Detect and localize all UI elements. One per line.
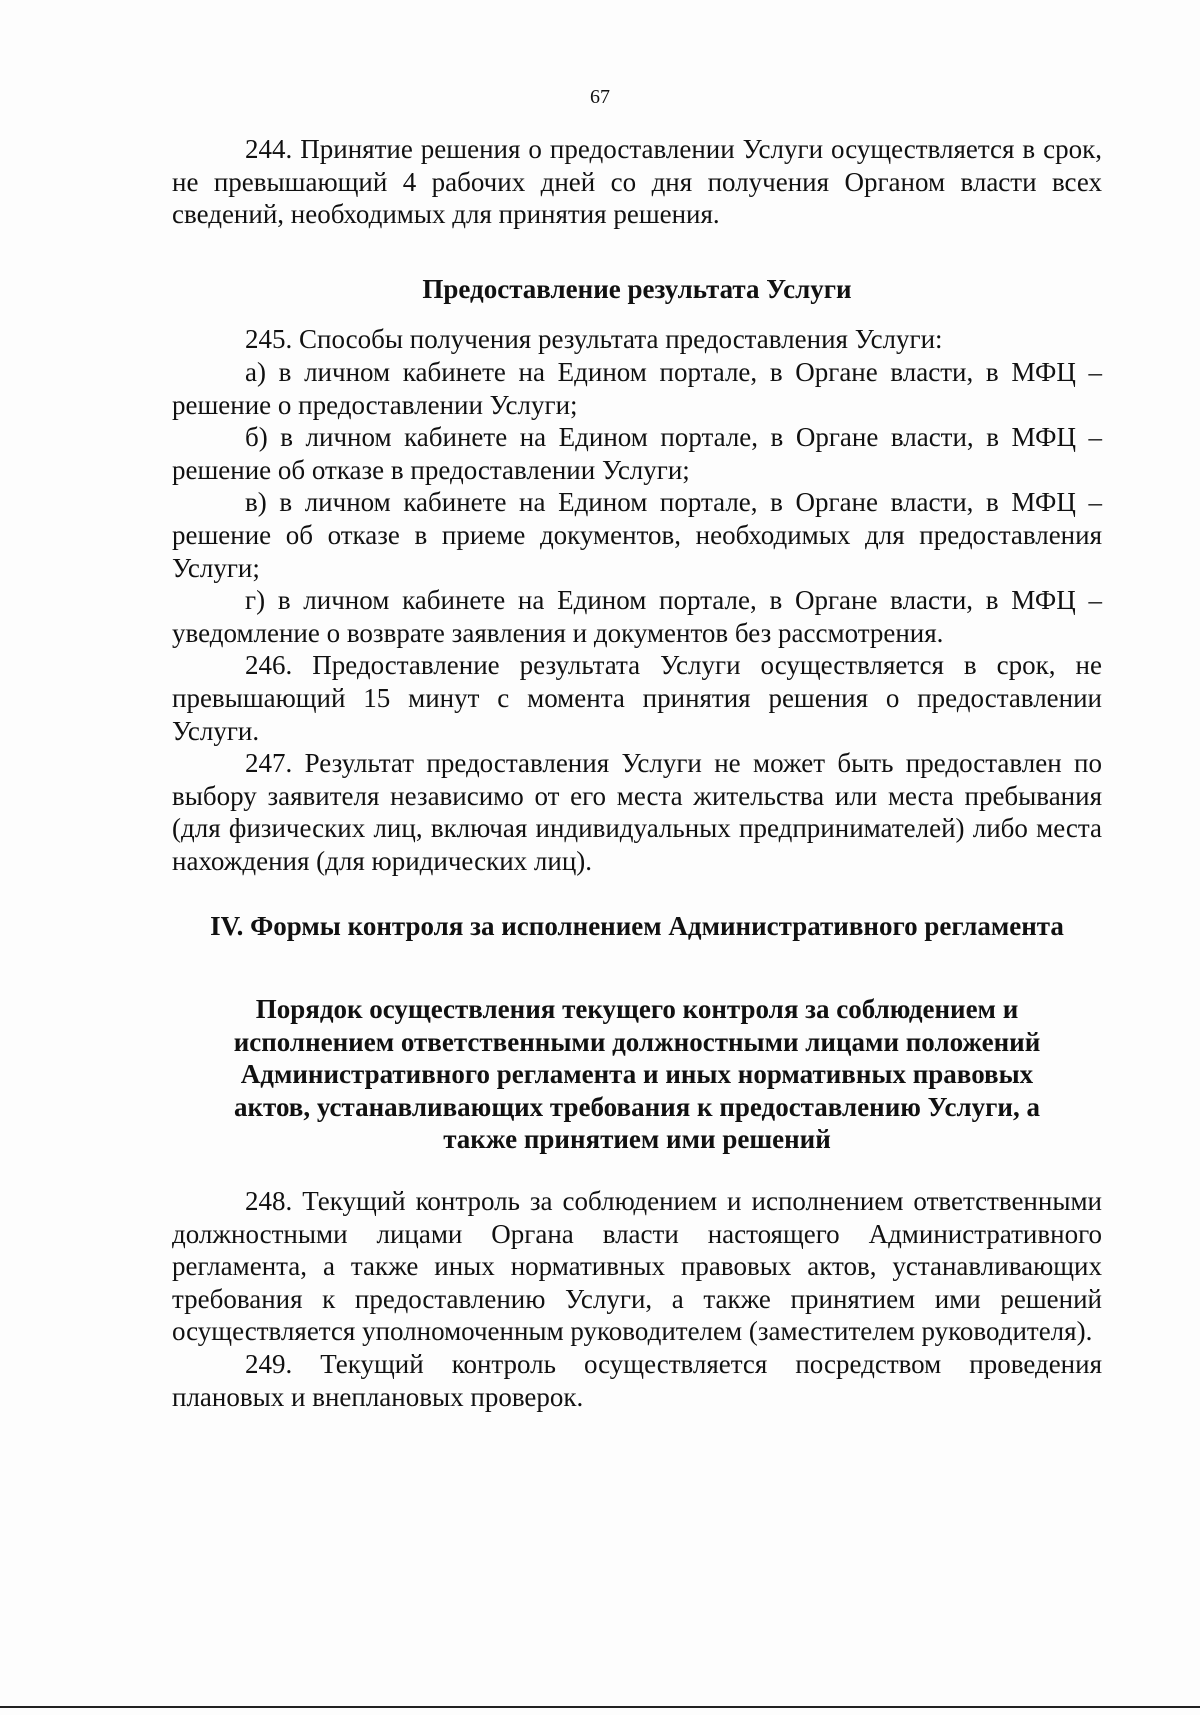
paragraph-245: 245. Способы получения результата предоставления Услуги: [245, 324, 943, 355]
heading-control-line: актов, устанавливающих требования к предоставлению Услуги, а [234, 1091, 1040, 1122]
heading-control-line: Административного регламента и иных нормативных правовых [240, 1059, 1034, 1090]
paragraph-246: 246. Предоставление результата Услуги осуществляется в срок, не превышающий 15 минут с момента принятия решения о предоставлении Услуги. [172, 650, 1102, 746]
heading-control-line: также принятием ими решений [443, 1124, 831, 1155]
heading-section-4: IV. Формы контроля за исполнением Административного регламента [210, 911, 1064, 942]
heading-control [172, 993, 1102, 1156]
scan-edge-line [0, 1706, 1200, 1708]
paragraph-247: 247. Результат предоставления Услуги не может быть предоставлен по выбору заявителя независимо от его места жительства или места пребывания (для физических лиц, включая индивидуальных предпринимателей) либо места нахождения (для юридических лиц). [172, 748, 1102, 876]
paragraph-249: 249. Текущий контроль осуществляется посредством проведения плановых и внеплановых проверок. [172, 1349, 1102, 1412]
heading-control-line: Порядок осуществления текущего контроля за соблюдением и [255, 994, 1019, 1025]
paragraph-244: 244. Принятие решения о предоставлении Услуги осуществляется в срок, не превышающий 4 рабочих дней со дня получения Органом власти всех сведений, необходимых для принятия решения. [172, 134, 1102, 230]
list-item-v: в) в личном кабинете на Едином портале, в Органе власти, в МФЦ – решение об отказе в приеме документов, необходимых для предоставления Услуги; [172, 487, 1102, 583]
document-body [172, 133, 1102, 1413]
heading-result: Предоставление результата Услуги [422, 273, 852, 304]
paragraph-248: 248. Текущий контроль за соблюдением и исполнением ответственными должностными лицами Органа власти настоящего Административного регламента, а также иных нормативных правовых актов, устанавливающих требования к предоставлению Услуги, а также принятием ими решений осуществляется уполномоченным руководителем (заместителем руководителя). [172, 1186, 1102, 1347]
page-number: 67 [590, 86, 610, 108]
heading-control-line: исполнением ответственными должностными лицами положений [233, 1026, 1041, 1057]
list-item-a: а) в личном кабинете на Едином портале, в Органе власти, в МФЦ – решение о предоставлении Услуги; [172, 356, 1102, 420]
list-item-g: г) в личном кабинете на Едином портале, в Органе власти, в МФЦ – уведомление о возврате заявления и документов без рассмотрения. [172, 585, 1102, 648]
list-item-b: б) в личном кабинете на Едином портале, в Органе власти, в МФЦ – решение об отказе в предоставлении Услуги; [172, 422, 1102, 485]
